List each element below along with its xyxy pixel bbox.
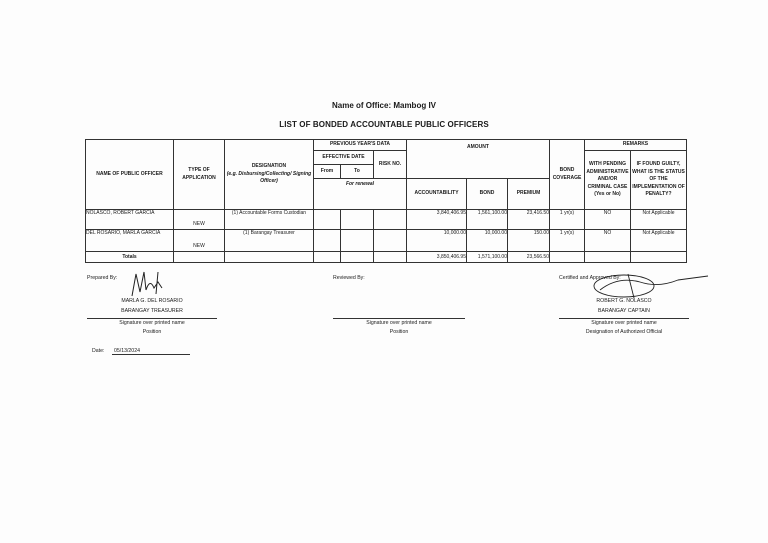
totals-row (86, 252, 687, 263)
col-header-type: TYPE OF APPLICATION (174, 140, 225, 210)
risk-no-cell (374, 230, 407, 252)
total-accountability: 3,850,406.95 (407, 252, 467, 263)
bond-value: 10,000.00 (467, 230, 508, 252)
officer-name: DEL ROSARIO, MARLA GARCIA (86, 230, 174, 252)
bond-coverage-value: 1 yr(s) (550, 230, 585, 252)
table-row (86, 210, 687, 230)
col-header-from: From (314, 165, 341, 179)
col-header-to: To (341, 165, 374, 179)
risk-no-cell (374, 210, 407, 230)
col-header-risk-no: RISK NO. (374, 151, 407, 179)
certified-designation-caption: Designation of Authorized Official (585, 329, 663, 335)
col-header-effective-date: EFFECTIVE DATE (314, 151, 374, 165)
col-header-bond-coverage: BOND COVERAGE (550, 140, 585, 210)
reviewed-by-label: Reviewed By: (333, 275, 365, 281)
premium-value: 23,416.50 (508, 210, 550, 230)
prepared-position: BARANGAY TREASURER (121, 308, 183, 314)
penalty-status-value: Not Applicable (631, 230, 687, 252)
from-cell (314, 230, 341, 252)
reviewed-sig-caption: Signature over printed name (366, 320, 432, 326)
prepared-signature-line (87, 318, 217, 319)
accountability-value: 3,840,406.95 (407, 210, 467, 230)
officer-name: NOLASCO, ROBERT GARCIA (86, 210, 174, 230)
col-header-premium: PREMIUM (508, 179, 550, 210)
prepared-position-caption: Position (142, 329, 162, 335)
certified-name: ROBERT G. NOLASCO (596, 298, 652, 304)
col-header-previous-year: PREVIOUS YEAR'S DATA (314, 140, 407, 151)
table-row (86, 230, 687, 252)
designation-sublabel: (e.g. Disbursing/Collecting/ Signing Officer) (226, 170, 312, 185)
col-header-accountability: ACCOUNTABILITY (407, 179, 467, 210)
col-header-designation (225, 140, 314, 210)
col-header-amount: AMOUNT (407, 140, 550, 179)
bond-value: 1,561,100.00 (467, 210, 508, 230)
accountability-value: 10,000.00 (407, 230, 467, 252)
prepared-signature-icon (128, 268, 176, 300)
certified-by-label: Certified and Approved By: (559, 275, 621, 281)
pending-case-value: NO (585, 230, 631, 252)
reviewed-signature-line (333, 318, 465, 319)
office-name: Name of Office: Mambog IV (331, 101, 436, 110)
col-header-remarks: REMARKS (585, 140, 687, 151)
totals-label: Totals (86, 252, 174, 263)
col-header-for-renewal: For renewal (314, 179, 407, 210)
bond-coverage-value: 1 yr(s) (550, 210, 585, 230)
designation: (1) Barangay Treasurer (225, 230, 314, 252)
col-header-penalty-status: IF FOUND GUILTY, WHAT IS THE STATUS OF THE IMPLEMENTATION OF PENALTY? (631, 151, 687, 210)
date-value: 05/13/2024 (112, 348, 190, 355)
to-cell (341, 210, 374, 230)
document-title: LIST OF BONDED ACCOUNTABLE PUBLIC OFFICERS (279, 120, 489, 129)
pending-case-value: NO (585, 210, 631, 230)
col-header-bond: BOND (467, 179, 508, 210)
penalty-status-value: Not Applicable (631, 210, 687, 230)
col-header-pending-case: WITH PENDING ADMINISTRATIVE AND/OR CRIMINAL CASE (Yes or No) (585, 151, 631, 210)
premium-value: 150.00 (508, 230, 550, 252)
application-type: NEW (174, 210, 225, 230)
total-bond: 1,571,100.00 (467, 252, 508, 263)
designation: (1) Accountable Forms Custodian (225, 210, 314, 230)
prepared-sig-caption: Signature over printed name (119, 320, 185, 326)
date-label: Date: (92, 348, 105, 354)
reviewed-position-caption: Position (389, 329, 409, 335)
total-premium: 23,566.50 (508, 252, 550, 263)
from-cell (314, 210, 341, 230)
certified-signature-line (559, 318, 689, 319)
col-header-name: NAME OF PUBLIC OFFICER (86, 140, 174, 210)
designation-label: DESIGNATION (251, 163, 287, 170)
to-cell (341, 230, 374, 252)
certified-position: BARANGAY CAPTAIN (598, 308, 650, 314)
prepared-name: MARLA G. DEL ROSARIO (121, 298, 183, 304)
bonded-officers-table (85, 139, 687, 263)
application-type: NEW (174, 230, 225, 252)
certified-sig-caption: Signature over printed name (591, 320, 657, 326)
prepared-by-label: Prepared By: (87, 275, 118, 281)
